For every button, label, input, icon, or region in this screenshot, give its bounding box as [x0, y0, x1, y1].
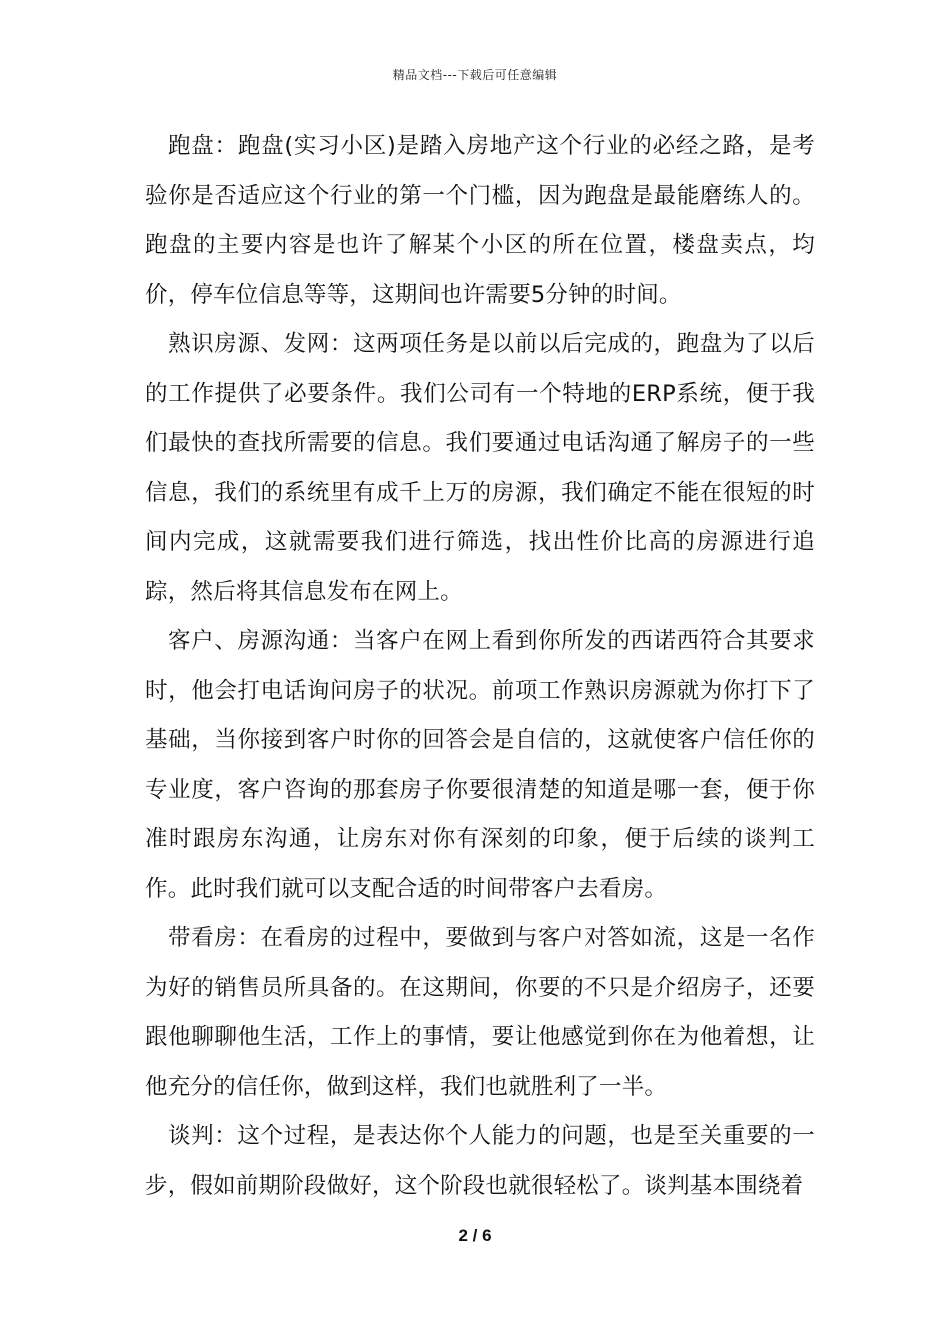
paragraph-client-communication: 客户、房源沟通：当客户在网上看到你所发的西诺西符合其要求时，他会打电话询问房子的状况。前项工作熟识房源就为你打下了基础，当你接到客户时你的回答会是自信的，这就使客户信任你的专业度，客户咨询的那套房子你要很清楚的知道是哪一套，便于你准时跟房东沟通，让房东对你有深刻的印象，便于后续的谈判工作。此时我们就可以支配合适的时间带客户去看房。	[145, 628, 815, 902]
page-number: 2 / 6	[458, 1226, 492, 1245]
paragraph-property-listing: 熟识房源、发网：这两项任务是以前以后完成的，跑盘为了以后的工作提供了必要条件。我们公司有一个特地的ERP系统，便于我们最快的查找所需要的信息。我们要通过电话沟通了解房子的一些信息，我们的系统里有成千上万的房源，我们确定不能在很短的时间内完成，这就需要我们进行筛选，找出性价比高的房源进行追踪，然后将其信息发布在网上。	[145, 331, 815, 605]
page-header: 精品文档---下载后可任意编辑	[392, 68, 558, 82]
document-body	[145, 122, 815, 1211]
paragraph-property-viewing: 带看房：在看房的过程中，要做到与客户对答如流，这是一名作为好的销售员所具备的。在这期间，你要的不只是介绍房子，还要跟他聊聊他生活，工作上的事情，要让他感觉到你在为他着想，让他充分的信任你，做到这样，我们也就胜利了一半。	[145, 925, 815, 1100]
paragraph-negotiation: 谈判：这个过程，是表达你个人能力的问题，也是至关重要的一步，假如前期阶段做好，这个阶段也就很轻松了。谈判基本围绕着	[145, 1123, 815, 1199]
paragraph-running-site-survey: 跑盘：跑盘(实习小区)是踏入房地产这个行业的必经之路，是考验你是否适应这个行业的第一个门槛，因为跑盘是最能磨练人的。跑盘的主要内容是也许了解某个小区的所在位置，楼盘卖点，均价，停车位信息等等，这期间也许需要5分钟的时间。	[145, 133, 815, 308]
